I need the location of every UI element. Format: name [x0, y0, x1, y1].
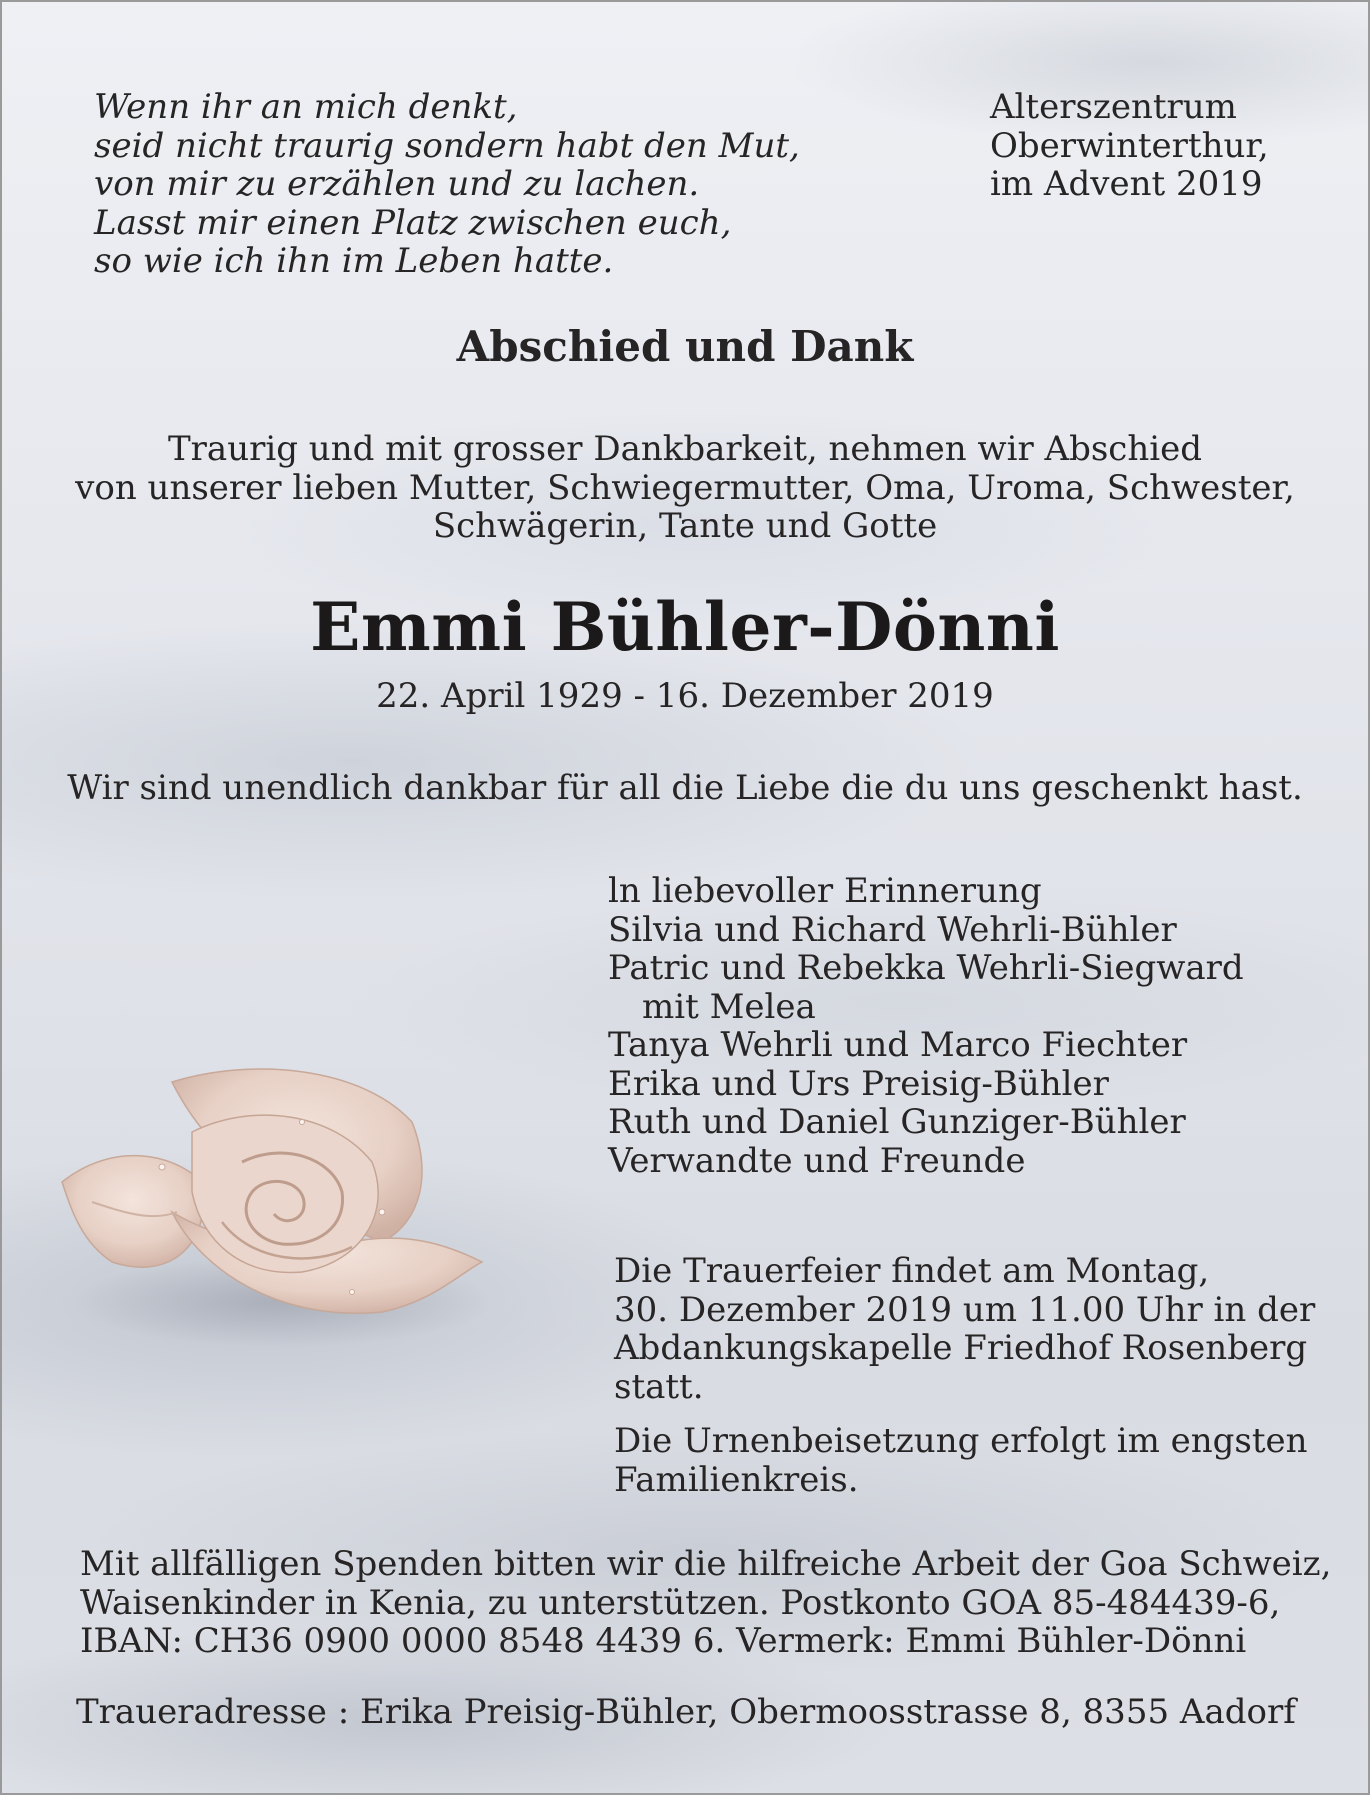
- spacer: [614, 1406, 1315, 1422]
- family-member: Ruth und Daniel Gunziger-Bühler: [608, 1102, 1186, 1142]
- family-member: Verwandte und Freunde: [608, 1140, 1026, 1181]
- family-member: Patric und Rebekka Wehrli-Siegward: [608, 948, 1244, 988]
- ceremony-line: statt.: [614, 1366, 704, 1407]
- intro-line: Traurig und mit grosser Dankbarkeit, nehmen wir Abschied: [168, 429, 1202, 469]
- rose-icon: [52, 1062, 502, 1362]
- life-dates: 22. April 1929 - 16. Dezember 2019: [376, 676, 994, 716]
- ceremony-line: 30. Dezember 2019 um 11.00 Uhr in der: [614, 1289, 1316, 1330]
- family-member: Tanya Wehrli und Marco Fiechter: [608, 1025, 1188, 1065]
- donation-info: [80, 1545, 1331, 1661]
- family-list: [608, 872, 1244, 1180]
- intro-line: von unserer lieben Mutter, Schwiegermutter, Oma, Uroma, Schwester,: [75, 467, 1295, 508]
- place-line: Alterszentrum: [990, 87, 1237, 127]
- ceremony-line: Die Trauerfeier findet am Montag,: [614, 1251, 1210, 1291]
- thanks-line: Wir sind unendlich dankbar für all die Liebe die du uns geschenkt hast.: [67, 768, 1303, 808]
- place-line: Oberwinterthur,: [990, 125, 1269, 166]
- page-title: Abschied und Dank: [456, 322, 914, 371]
- mourning-address: Traueradresse : Erika Preisig-Bühler, Obermoosstrasse 8, 8355 Aadorf: [76, 1692, 1296, 1732]
- intro-line: Schwägerin, Tante und Gotte: [432, 506, 938, 546]
- poem-line: seid nicht traurig sondern habt den Mut,: [94, 125, 800, 166]
- place-line: im Advent 2019: [990, 164, 1263, 204]
- donation-line: Mit allfälligen Spenden bitten wir die hilfreiche Arbeit der Goa Schweiz,: [80, 1544, 1332, 1584]
- poem-line: von mir zu erzählen und zu lachen.: [94, 164, 700, 204]
- donation-line: Waisenkinder in Kenia, zu unterstützen. Postkonto GOA 85-484439-6,: [80, 1582, 1281, 1623]
- rose-image: [52, 1062, 502, 1362]
- poem-line: so wie ich ihn im Leben hatte.: [94, 241, 614, 281]
- donation-line: IBAN: CH36 0900 0000 8548 4439 6. Vermerk: Emmi Bühler-Dönni: [80, 1621, 1247, 1661]
- family-member: mit Melea: [642, 986, 816, 1027]
- poem: [94, 88, 800, 281]
- service-info: [614, 1252, 1315, 1499]
- poem-line: Lasst mir einen Platz zwischen euch,: [94, 202, 732, 243]
- memory-intro: ln liebevoller Erinnerung: [608, 871, 1042, 911]
- place-and-date: [990, 88, 1269, 204]
- family-member: Silvia und Richard Wehrli-Bühler: [608, 909, 1177, 950]
- burial-line: Die Urnenbeisetzung erfolgt im engsten: [614, 1421, 1308, 1461]
- burial-line: Familienkreis.: [614, 1459, 859, 1500]
- family-member: Erika und Urs Preisig-Bühler: [608, 1063, 1109, 1104]
- poem-line: Wenn ihr an mich denkt,: [94, 87, 518, 127]
- ceremony-line: Abdankungskapelle Friedhof Rosenberg: [614, 1328, 1308, 1368]
- intro-text: [2, 430, 1368, 546]
- deceased-name: Emmi Bühler-Dönni: [310, 588, 1060, 666]
